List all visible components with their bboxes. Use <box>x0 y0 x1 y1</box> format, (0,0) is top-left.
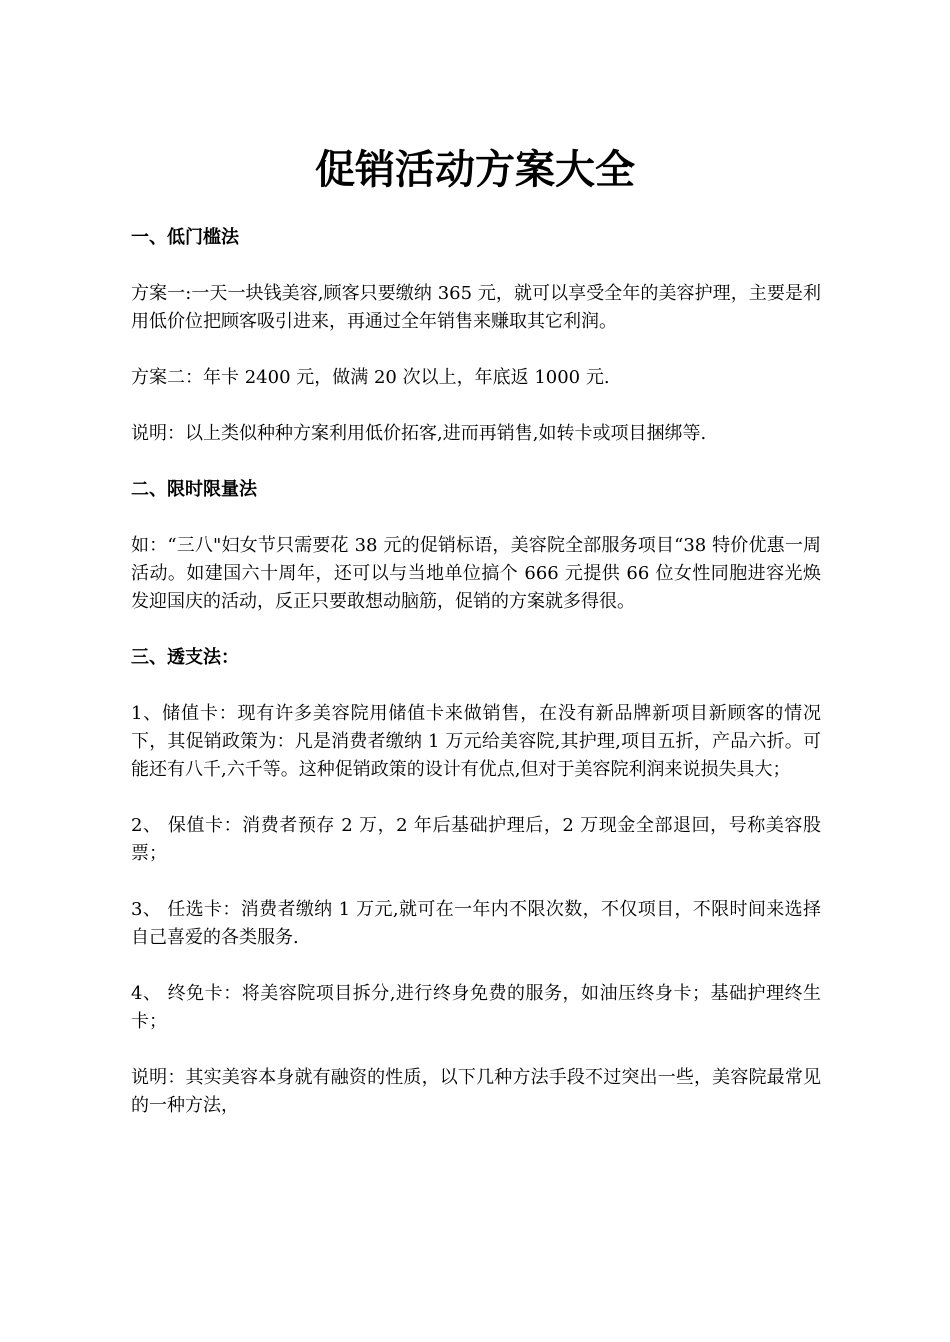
section-heading: 一、低门槛法 <box>131 227 239 248</box>
document-title: 促销活动方案大全 <box>315 147 635 193</box>
document-body <box>131 224 821 1148</box>
paragraph: 说明：以上类似种种方案利用低价拓客,进而再销售,如转卡或项目捆绑等. <box>131 423 707 444</box>
section-overdraft <box>131 644 821 1120</box>
paragraph: 2、 保值卡：消费者预存 2 万，2 年后基础护理后，2 万现金全部退回，号称美容股票； <box>131 815 821 864</box>
section-limited-time <box>131 476 821 616</box>
paragraph: 方案二：年卡 2400 元，做满 20 次以上，年底返 1000 元. <box>131 367 610 388</box>
paragraph: 如：“三八"妇女节只需要花 38 元的促销标语，美容院全部服务项目“38 特价优惠一周活动。如建国六十周年，还可以与当地单位搞个 666 元提供 66 位女性同胞进容光焕发迎国庆的活动，反正只要敢想动脑筋，促销的方案就多得很。 <box>131 535 821 612</box>
section-low-threshold <box>131 224 821 448</box>
section-heading: 三、透支法： <box>131 647 239 668</box>
paragraph: 说明：其实美容本身就有融资的性质，以下几种方法手段不过突出一些，美容院最常见的一种方法， <box>131 1067 821 1116</box>
paragraph: 方案一:一天一块钱美容,顾客只要缴纳 365 元，就可以享受全年的美容护理，主要是利用低价位把顾客吸引进来，再通过全年销售来赚取其它利润。 <box>131 283 821 332</box>
section-heading: 二、限时限量法 <box>131 479 257 500</box>
paragraph: 4、 终免卡：将美容院项目拆分,进行终身免费的服务，如油压终身卡；基础护理终生卡； <box>131 983 821 1032</box>
paragraph: 1、储值卡：现有许多美容院用储值卡来做销售，在没有新品牌新项目新顾客的情况下，其促销政策为：凡是消费者缴纳 1 万元给美容院,其护理,项目五折，产品六折。可能还有八千,六千等。这种促销政策的设计有优点,但对于美容院利润来说损失具大； <box>131 703 821 780</box>
paragraph: 3、 任选卡：消费者缴纳 1 万元,就可在一年内不限次数，不仅项目，不限时间来选择自己喜爱的各类服务. <box>131 899 821 948</box>
